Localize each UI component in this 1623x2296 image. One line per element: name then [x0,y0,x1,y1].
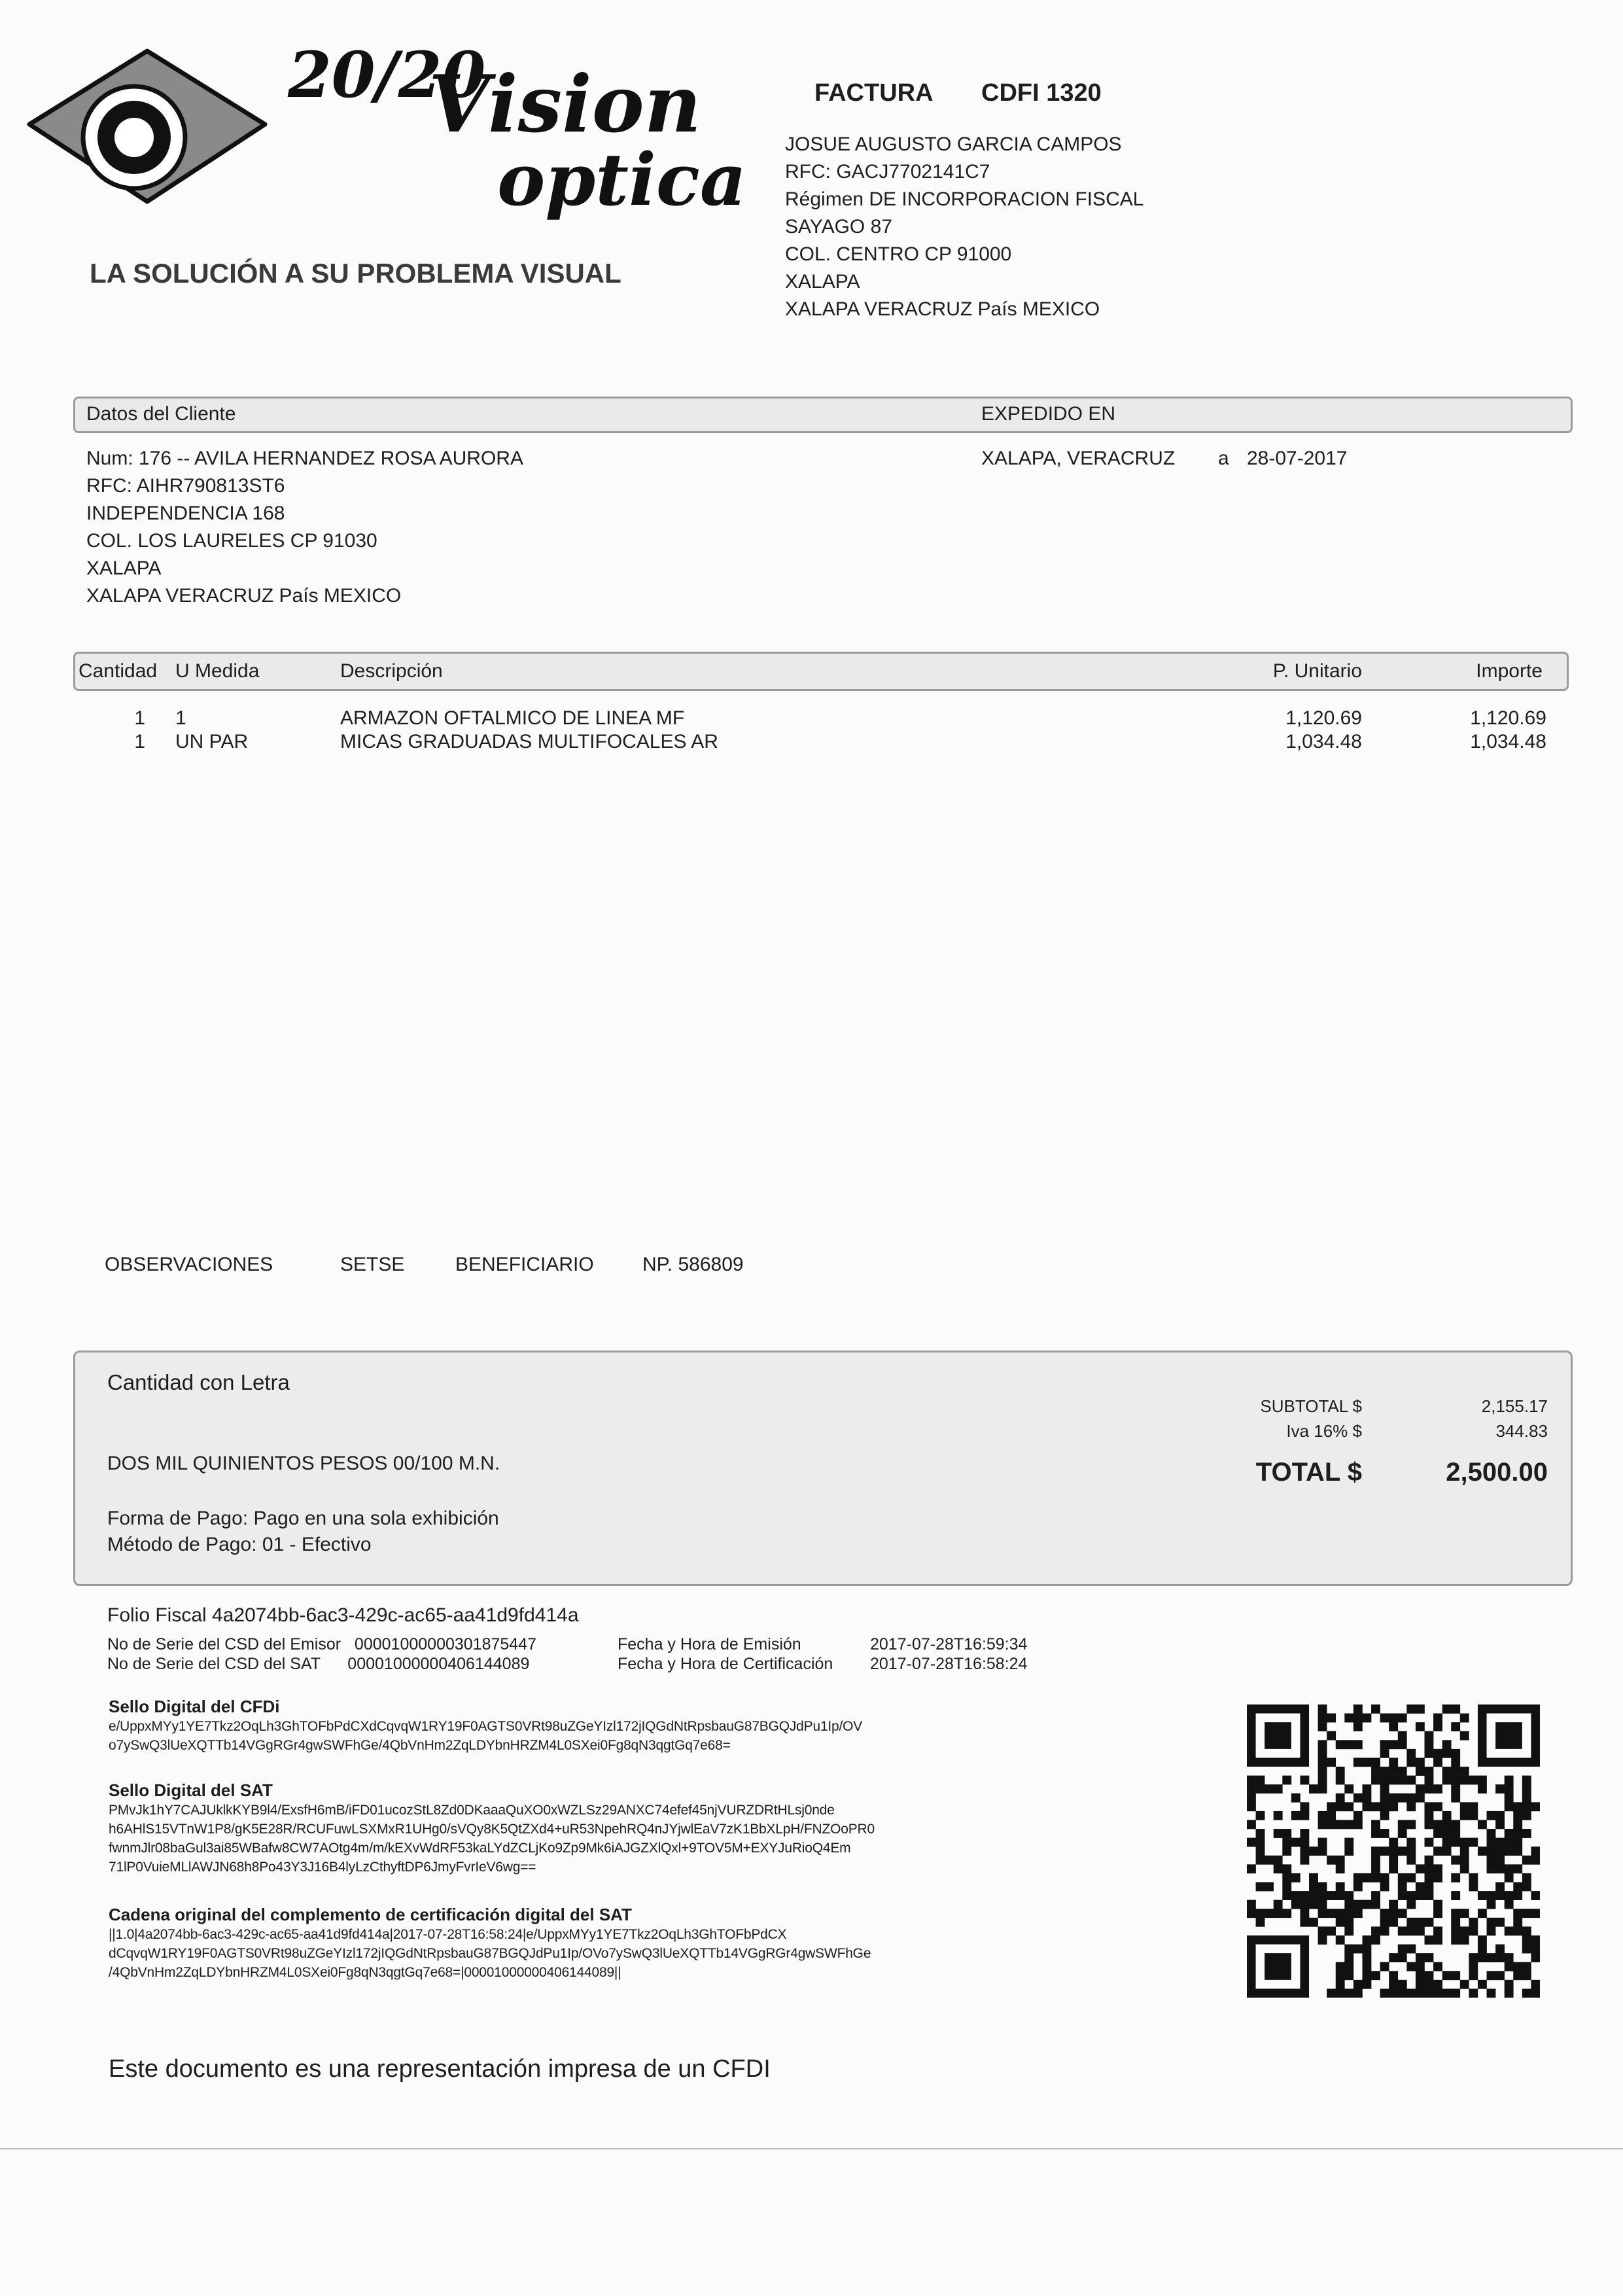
client-street: INDEPENDENCIA 168 [86,503,285,524]
client-header-bar [73,397,1573,433]
observations-label: OBSERVACIONES [105,1254,273,1275]
payment-form: Forma de Pago: Pago en una sola exhibición [107,1508,499,1529]
sello-cfdi-line: o7ySwQ3lUeXQTTb14VGgRGr4gwSWFhGe/4QbVnHm2ZqLDYbnHRZM4L0SXei0Fg8qN3qgtGq7e68= [109,1738,731,1753]
cadena-line: /4QbVnHm2ZqLDYbnHRZM4L0SXei0Fg8qN3qgtGq7e68=|00001000000406144089|| [109,1965,621,1980]
issuer-regimen: Régimen DE INCORPORACION FISCAL [785,188,1144,210]
logo-number: 20/20 [288,38,486,112]
iva-label: Iva 16% $ [1286,1421,1362,1441]
emission-label: Fecha y Hora de Emisión [618,1635,801,1653]
col-header-price: P. Unitario [1272,660,1362,682]
subtotal-label: SUBTOTAL $ [1260,1396,1362,1416]
cadena-line: dCqvqW1RY19F0AGTS0VRt98uZGeYIzl172jIQGdNtRpsbauG87BGQJdPu1Ip/OVo7ySwQ3lUeXQTTb14VGgRGr4gwSWFhGe [109,1946,871,1961]
sello-sat-line: fwnmJlr08baGul3ai85WBafw8CW7AOtg4m/m/kEXvWdRF53kaLYdZCLjKo9Zp9Mk6iAJGZXlQxl+9TOV5M+EXYJuRioQ4Em [109,1841,851,1856]
issued-a: a [1218,448,1229,469]
item-amount: 1,120.69 [1470,707,1546,729]
cfdi-footer-note: Este documento es una representación impresa de un CFDI [109,2055,771,2083]
sello-cfdi-block [109,1696,862,1755]
sello-sat-line: h6AHlS15VTnW1P8/gK5E28R/RCUFuwLSXMxR1UHg0/sVQy8K5QtZXd4+uR53NpehRQ4nJYjwlEaV7zK1BbXLpH/FNZOoPR0 [109,1822,875,1837]
cadena-title: Cadena original del complemento de certificación digital del SAT [109,1905,632,1924]
total-label: TOTAL $ [1255,1458,1362,1487]
issued-in-label: EXPEDIDO EN [981,403,1116,425]
cadena-line: ||1.0|4a2074bb-6ac3-429c-ac65-aa41d9fd414a|2017-07-28T16:58:24|e/UppxMYy1YE7Tkz2OqLh3GhTOFbPdCX [109,1927,787,1942]
issuer-state-country: XALAPA VERACRUZ País MEXICO [785,298,1100,320]
client-city: XALAPA [86,557,162,579]
logo-subname: optica [497,137,747,222]
item-amount: 1,034.48 [1470,731,1546,752]
client-rfc: RFC: AIHR790813ST6 [86,475,285,497]
cert-value: 2017-07-28T16:58:24 [870,1655,1028,1673]
emission-value: 2017-07-28T16:59:34 [870,1635,1028,1653]
observation-2: BENEFICIARIO [455,1254,594,1275]
issued-place: XALAPA, VERACRUZ [981,448,1176,469]
item-qty: 1 [134,731,145,752]
client-section-label: Datos del Cliente [86,403,236,425]
client-block [86,445,523,610]
folio-fiscal: Folio Fiscal 4a2074bb-6ac3-429c-ac65-aa41d9fd414a [107,1604,579,1626]
sello-sat-block [109,1780,875,1877]
observation-1: SETSE [340,1254,405,1275]
issuer-block [785,131,1143,323]
client-state-country: XALAPA VERACRUZ País MEXICO [86,585,402,607]
observation-3: NP. 586809 [642,1254,744,1275]
item-unit: UN PAR [175,731,249,752]
issued-date: 28-07-2017 [1247,448,1348,469]
client-colony: COL. LOS LAURELES CP 91030 [86,530,377,552]
sello-cfdi-line: e/UppxMYy1YE7Tkz2OqLh3GhTOFbPdCXdCqvqW1RY19F0AGTS0VRt98uZGeYIzl172jIQGdNtRpsbauG87BGQJdPu1Ip/OV [109,1719,863,1734]
issuer-name: JOSUE AUGUSTO GARCIA CAMPOS [785,133,1122,155]
qr-code-icon [1247,1704,1540,1998]
col-header-qty: Cantidad [79,660,158,682]
bottom-divider [0,2148,1623,2149]
emisor-csd-serial: No de Serie del CSD del Emisor 00001000000301875447 [107,1635,537,1653]
sello-sat-line: PMvJk1hY7CAJUklkKYB9l4/ExsfH6mB/iFD01ucozStL8Zd0DKaaaQuXO0xWZLSz29ANXC74efef45njVURZDRtHLsj0nde [109,1803,835,1818]
col-header-unit: U Medida [175,660,260,682]
total-value: 2,500.00 [1446,1458,1548,1487]
item-desc: MICAS GRADUADAS MULTIFOCALES AR [340,731,718,752]
issuer-rfc: RFC: GACJ7702141C7 [785,161,990,183]
sello-sat-line: 71lP0VuieMLlAWJN68h8Po43Y3J16B4lyLzCthyftDP6JmyFvrIeV6wg== [109,1860,536,1875]
slogan: LA SOLUCIÓN A SU PROBLEMA VISUAL [90,258,621,289]
item-qty: 1 [134,707,145,729]
amount-letter-label: Cantidad con Letra [107,1370,290,1394]
sat-csd-serial: No de Serie del CSD del SAT 00001000000406144089 [107,1655,530,1673]
item-price: 1,034.48 [1285,731,1362,752]
eye-logo-icon [26,46,268,209]
col-header-amount: Importe [1476,660,1543,682]
document-type: FACTURA [814,79,934,107]
issuer-colony: COL. CENTRO CP 91000 [785,243,1012,265]
sello-cfdi-title: Sello Digital del CFDi [109,1697,280,1716]
item-unit: 1 [175,707,186,729]
item-desc: ARMAZON OFTALMICO DE LINEA MF [340,707,685,729]
item-price: 1,120.69 [1285,707,1362,729]
subtotal-value: 2,155.17 [1481,1396,1548,1416]
payment-method: Método de Pago: 01 - Efectivo [107,1534,372,1555]
logo-name: Vision [428,58,702,150]
sello-sat-title: Sello Digital del SAT [109,1780,273,1800]
amount-in-words: DOS MIL QUINIENTOS PESOS 00/100 M.N. [107,1453,500,1474]
issuer-street: SAYAGO 87 [785,216,892,238]
client-num-name: Num: 176 -- AVILA HERNANDEZ ROSA AURORA [86,448,523,469]
cadena-block [109,1904,871,1982]
issuer-city: XALAPA [785,271,860,292]
iva-value: 344.83 [1495,1421,1548,1441]
cert-label: Fecha y Hora de Certificación [618,1655,833,1673]
document-number: CDFI 1320 [981,79,1102,107]
col-header-desc: Descripción [340,660,443,682]
